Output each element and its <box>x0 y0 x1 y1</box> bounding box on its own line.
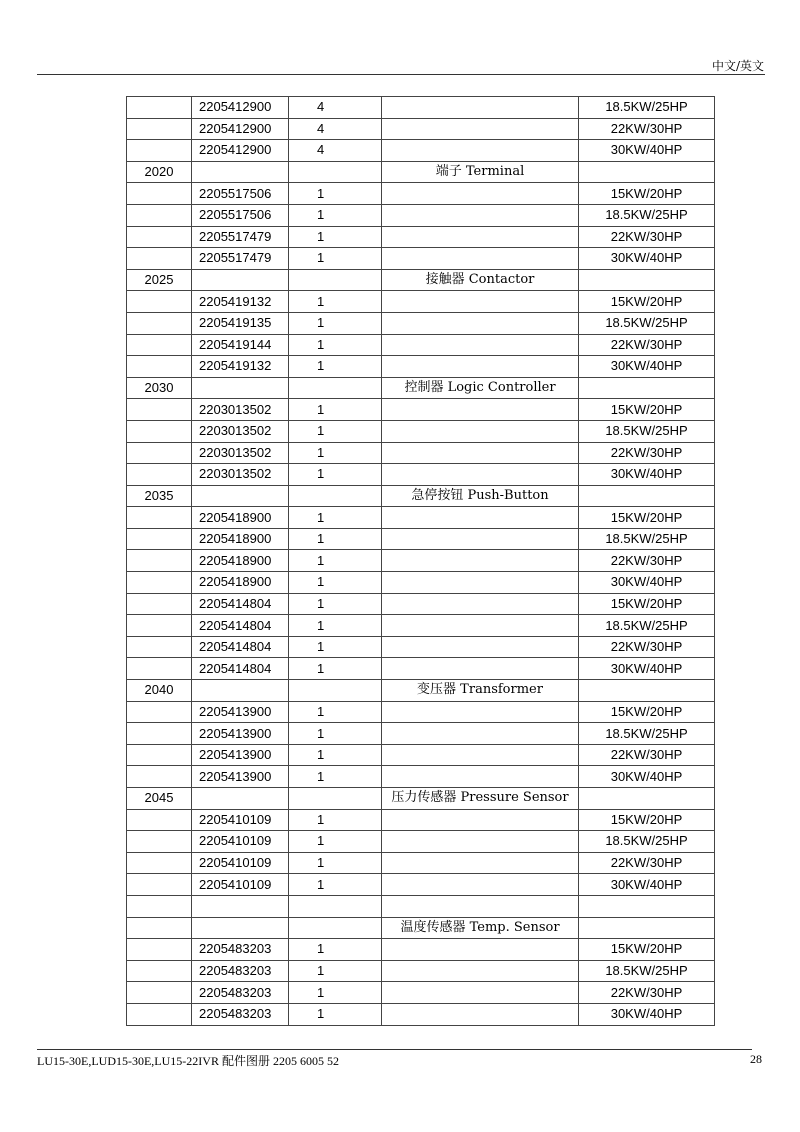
table-row <box>127 140 715 162</box>
model-cell: 22KW/30HP <box>579 744 715 766</box>
table-row <box>127 766 715 788</box>
position-cell: 2045 <box>127 788 192 810</box>
part-number-cell: 2205414804 <box>192 615 289 637</box>
table-row <box>127 701 715 723</box>
quantity-cell: 1 <box>289 399 382 421</box>
description-cell <box>382 1003 579 1025</box>
position-cell <box>127 248 192 270</box>
position-cell <box>127 831 192 853</box>
description-cell: 接触器 Contactor <box>382 269 579 291</box>
quantity-cell <box>289 161 382 183</box>
part-number-cell: 2205414804 <box>192 593 289 615</box>
quantity-cell <box>289 788 382 810</box>
model-cell: 18.5KW/25HP <box>579 312 715 334</box>
model-cell: 18.5KW/25HP <box>579 723 715 745</box>
parts-table-body <box>127 97 715 1026</box>
table-row <box>127 377 715 399</box>
part-number-cell <box>192 917 289 939</box>
table-row <box>127 831 715 853</box>
table-row <box>127 982 715 1004</box>
description-cell <box>382 960 579 982</box>
table-row <box>127 615 715 637</box>
description-cell <box>382 852 579 874</box>
part-number-cell: 2205413900 <box>192 701 289 723</box>
model-cell: 30KW/40HP <box>579 874 715 896</box>
position-cell <box>127 464 192 486</box>
quantity-cell: 1 <box>289 874 382 896</box>
quantity-cell: 1 <box>289 831 382 853</box>
model-cell: 15KW/20HP <box>579 399 715 421</box>
description-cell <box>382 982 579 1004</box>
quantity-cell: 1 <box>289 226 382 248</box>
position-cell <box>127 766 192 788</box>
table-row <box>127 356 715 378</box>
table-row <box>127 204 715 226</box>
description-cell <box>382 636 579 658</box>
table-row <box>127 161 715 183</box>
quantity-cell: 1 <box>289 528 382 550</box>
table-row <box>127 636 715 658</box>
position-cell <box>127 852 192 874</box>
table-row <box>127 334 715 356</box>
table-row <box>127 312 715 334</box>
quantity-cell <box>289 680 382 702</box>
part-number-cell <box>192 485 289 507</box>
position-cell <box>127 183 192 205</box>
description-cell <box>382 204 579 226</box>
quantity-cell: 1 <box>289 1003 382 1025</box>
table-row <box>127 464 715 486</box>
quantity-cell: 4 <box>289 118 382 140</box>
part-number-cell: 2203013502 <box>192 442 289 464</box>
quantity-cell: 1 <box>289 723 382 745</box>
model-cell: 30KW/40HP <box>579 356 715 378</box>
part-number-cell: 2203013502 <box>192 399 289 421</box>
model-cell: 15KW/20HP <box>579 507 715 529</box>
quantity-cell: 1 <box>289 766 382 788</box>
description-cell: 控制器 Logic Controller <box>382 377 579 399</box>
description-cell: 压力传感器 Pressure Sensor <box>382 788 579 810</box>
position-cell <box>127 744 192 766</box>
part-number-cell: 2205419132 <box>192 291 289 313</box>
model-cell: 18.5KW/25HP <box>579 960 715 982</box>
table-row <box>127 550 715 572</box>
table-row <box>127 442 715 464</box>
model-cell: 18.5KW/25HP <box>579 528 715 550</box>
position-cell <box>127 528 192 550</box>
table-row <box>127 658 715 680</box>
description-cell <box>382 399 579 421</box>
position-cell: 2040 <box>127 680 192 702</box>
part-number-cell: 2205410109 <box>192 831 289 853</box>
header-language-label: 中文/英文 <box>711 59 764 73</box>
position-cell <box>127 572 192 594</box>
table-row <box>127 97 715 119</box>
description-cell <box>382 744 579 766</box>
quantity-cell: 1 <box>289 615 382 637</box>
position-cell <box>127 636 192 658</box>
description-cell <box>382 291 579 313</box>
table-row <box>127 399 715 421</box>
table-row <box>127 572 715 594</box>
part-number-cell: 2205413900 <box>192 766 289 788</box>
part-number-cell: 2205410109 <box>192 852 289 874</box>
model-cell: 22KW/30HP <box>579 636 715 658</box>
quantity-cell: 1 <box>289 593 382 615</box>
part-number-cell: 2205412900 <box>192 140 289 162</box>
model-cell: 30KW/40HP <box>579 248 715 270</box>
quantity-cell: 1 <box>289 507 382 529</box>
model-cell: 15KW/20HP <box>579 701 715 723</box>
table-row <box>127 593 715 615</box>
position-cell <box>127 312 192 334</box>
table-row <box>127 507 715 529</box>
position-cell <box>127 1003 192 1025</box>
table-row <box>127 680 715 702</box>
part-number-cell <box>192 680 289 702</box>
description-cell <box>382 118 579 140</box>
description-cell <box>382 420 579 442</box>
model-cell <box>579 161 715 183</box>
position-cell <box>127 917 192 939</box>
quantity-cell: 4 <box>289 97 382 119</box>
part-number-cell: 2205414804 <box>192 636 289 658</box>
quantity-cell: 1 <box>289 982 382 1004</box>
part-number-cell: 2205517479 <box>192 226 289 248</box>
position-cell <box>127 874 192 896</box>
description-cell: 变压器 Transformer <box>382 680 579 702</box>
description-cell <box>382 97 579 119</box>
model-cell <box>579 680 715 702</box>
description-cell: 端子 Terminal <box>382 161 579 183</box>
part-number-cell <box>192 895 289 917</box>
quantity-cell: 4 <box>289 140 382 162</box>
position-cell <box>127 701 192 723</box>
part-number-cell: 2203013502 <box>192 420 289 442</box>
table-row <box>127 744 715 766</box>
header-divider <box>37 74 765 75</box>
position-cell <box>127 658 192 680</box>
position-cell <box>127 982 192 1004</box>
part-number-cell: 2205410109 <box>192 809 289 831</box>
parts-table <box>126 96 715 1026</box>
description-cell <box>382 442 579 464</box>
description-cell <box>382 183 579 205</box>
table-row <box>127 960 715 982</box>
part-number-cell: 2203013502 <box>192 464 289 486</box>
position-cell <box>127 204 192 226</box>
model-cell: 15KW/20HP <box>579 183 715 205</box>
part-number-cell <box>192 788 289 810</box>
position-cell <box>127 615 192 637</box>
table-row <box>127 723 715 745</box>
table-row <box>127 788 715 810</box>
part-number-cell: 2205517479 <box>192 248 289 270</box>
quantity-cell: 1 <box>289 420 382 442</box>
model-cell: 30KW/40HP <box>579 1003 715 1025</box>
description-cell <box>382 658 579 680</box>
quantity-cell: 1 <box>289 550 382 572</box>
description-cell <box>382 723 579 745</box>
model-cell: 30KW/40HP <box>579 140 715 162</box>
quantity-cell: 1 <box>289 464 382 486</box>
table-row <box>127 939 715 961</box>
model-cell: 15KW/20HP <box>579 939 715 961</box>
model-cell: 22KW/30HP <box>579 334 715 356</box>
table-row <box>127 1003 715 1025</box>
position-cell <box>127 593 192 615</box>
model-cell: 18.5KW/25HP <box>579 97 715 119</box>
model-cell: 15KW/20HP <box>579 593 715 615</box>
quantity-cell: 1 <box>289 572 382 594</box>
description-cell <box>382 939 579 961</box>
quantity-cell: 1 <box>289 291 382 313</box>
model-cell: 15KW/20HP <box>579 809 715 831</box>
table-row <box>127 291 715 313</box>
table-row <box>127 874 715 896</box>
part-number-cell: 2205419135 <box>192 312 289 334</box>
part-number-cell: 2205483203 <box>192 1003 289 1025</box>
table-row <box>127 809 715 831</box>
position-cell <box>127 356 192 378</box>
quantity-cell: 1 <box>289 701 382 723</box>
table-row <box>127 420 715 442</box>
position-cell <box>127 895 192 917</box>
part-number-cell: 2205418900 <box>192 528 289 550</box>
description-cell <box>382 312 579 334</box>
position-cell <box>127 939 192 961</box>
part-number-cell: 2205483203 <box>192 960 289 982</box>
quantity-cell <box>289 269 382 291</box>
description-cell <box>382 831 579 853</box>
position-cell <box>127 334 192 356</box>
position-cell <box>127 507 192 529</box>
description-cell <box>382 528 579 550</box>
position-cell: 2020 <box>127 161 192 183</box>
table-row <box>127 917 715 939</box>
position-cell: 2025 <box>127 269 192 291</box>
description-cell <box>382 550 579 572</box>
position-cell <box>127 420 192 442</box>
part-number-cell: 2205418900 <box>192 550 289 572</box>
quantity-cell: 1 <box>289 852 382 874</box>
model-cell: 15KW/20HP <box>579 291 715 313</box>
position-cell <box>127 118 192 140</box>
position-cell: 2035 <box>127 485 192 507</box>
part-number-cell: 2205419144 <box>192 334 289 356</box>
part-number-cell: 2205418900 <box>192 572 289 594</box>
part-number-cell: 2205410109 <box>192 874 289 896</box>
model-cell <box>579 269 715 291</box>
footer-divider <box>37 1049 752 1050</box>
position-cell <box>127 97 192 119</box>
model-cell: 30KW/40HP <box>579 464 715 486</box>
model-cell: 30KW/40HP <box>579 658 715 680</box>
quantity-cell: 1 <box>289 334 382 356</box>
part-number-cell: 2205483203 <box>192 982 289 1004</box>
model-cell <box>579 788 715 810</box>
model-cell: 22KW/30HP <box>579 550 715 572</box>
description-cell <box>382 572 579 594</box>
part-number-cell: 2205517506 <box>192 183 289 205</box>
quantity-cell: 1 <box>289 248 382 270</box>
model-cell: 22KW/30HP <box>579 118 715 140</box>
table-row <box>127 528 715 550</box>
table-row <box>127 269 715 291</box>
description-cell <box>382 507 579 529</box>
part-number-cell: 2205413900 <box>192 744 289 766</box>
quantity-cell <box>289 895 382 917</box>
model-cell: 22KW/30HP <box>579 442 715 464</box>
part-number-cell: 2205412900 <box>192 97 289 119</box>
model-cell: 18.5KW/25HP <box>579 615 715 637</box>
part-number-cell: 2205419132 <box>192 356 289 378</box>
table-row <box>127 248 715 270</box>
table-row <box>127 852 715 874</box>
part-number-cell <box>192 161 289 183</box>
model-cell: 18.5KW/25HP <box>579 204 715 226</box>
table-row <box>127 485 715 507</box>
quantity-cell: 1 <box>289 636 382 658</box>
description-cell <box>382 334 579 356</box>
quantity-cell: 1 <box>289 442 382 464</box>
description-cell <box>382 356 579 378</box>
position-cell <box>127 291 192 313</box>
description-cell <box>382 766 579 788</box>
description-cell <box>382 464 579 486</box>
quantity-cell: 1 <box>289 356 382 378</box>
quantity-cell: 1 <box>289 658 382 680</box>
quantity-cell: 1 <box>289 312 382 334</box>
model-cell: 18.5KW/25HP <box>579 420 715 442</box>
part-number-cell: 2205412900 <box>192 118 289 140</box>
part-number-cell: 2205418900 <box>192 507 289 529</box>
position-cell <box>127 550 192 572</box>
table-row <box>127 118 715 140</box>
position-cell: 2030 <box>127 377 192 399</box>
quantity-cell <box>289 917 382 939</box>
model-cell: 30KW/40HP <box>579 766 715 788</box>
position-cell <box>127 442 192 464</box>
position-cell <box>127 399 192 421</box>
model-cell <box>579 485 715 507</box>
description-cell: 温度传感器 Temp. Sensor <box>382 917 579 939</box>
model-cell: 30KW/40HP <box>579 572 715 594</box>
model-cell: 18.5KW/25HP <box>579 831 715 853</box>
model-cell: 22KW/30HP <box>579 982 715 1004</box>
description-cell <box>382 895 579 917</box>
model-cell: 22KW/30HP <box>579 852 715 874</box>
description-cell <box>382 226 579 248</box>
table-row <box>127 226 715 248</box>
quantity-cell <box>289 485 382 507</box>
part-number-cell: 2205413900 <box>192 723 289 745</box>
model-cell <box>579 917 715 939</box>
quantity-cell: 1 <box>289 939 382 961</box>
description-cell <box>382 809 579 831</box>
part-number-cell <box>192 377 289 399</box>
model-cell: 22KW/30HP <box>579 226 715 248</box>
footer-document-title: LU15-30E,LUD15-30E,LU15-22IVR 配件图册 2205 6005 52 <box>37 1054 339 1068</box>
quantity-cell: 1 <box>289 960 382 982</box>
part-number-cell: 2205414804 <box>192 658 289 680</box>
table-row <box>127 895 715 917</box>
quantity-cell: 1 <box>289 183 382 205</box>
position-cell <box>127 809 192 831</box>
quantity-cell: 1 <box>289 744 382 766</box>
part-number-cell: 2205483203 <box>192 939 289 961</box>
model-cell <box>579 895 715 917</box>
description-cell <box>382 593 579 615</box>
table-row <box>127 183 715 205</box>
description-cell <box>382 140 579 162</box>
description-cell <box>382 874 579 896</box>
footer-page-number: 28 <box>750 1052 762 1066</box>
position-cell <box>127 960 192 982</box>
position-cell <box>127 723 192 745</box>
quantity-cell: 1 <box>289 809 382 831</box>
description-cell <box>382 615 579 637</box>
part-number-cell: 2205517506 <box>192 204 289 226</box>
quantity-cell: 1 <box>289 204 382 226</box>
description-cell <box>382 701 579 723</box>
model-cell <box>579 377 715 399</box>
position-cell <box>127 226 192 248</box>
position-cell <box>127 140 192 162</box>
quantity-cell <box>289 377 382 399</box>
description-cell <box>382 248 579 270</box>
part-number-cell <box>192 269 289 291</box>
description-cell: 急停按钮 Push-Button <box>382 485 579 507</box>
